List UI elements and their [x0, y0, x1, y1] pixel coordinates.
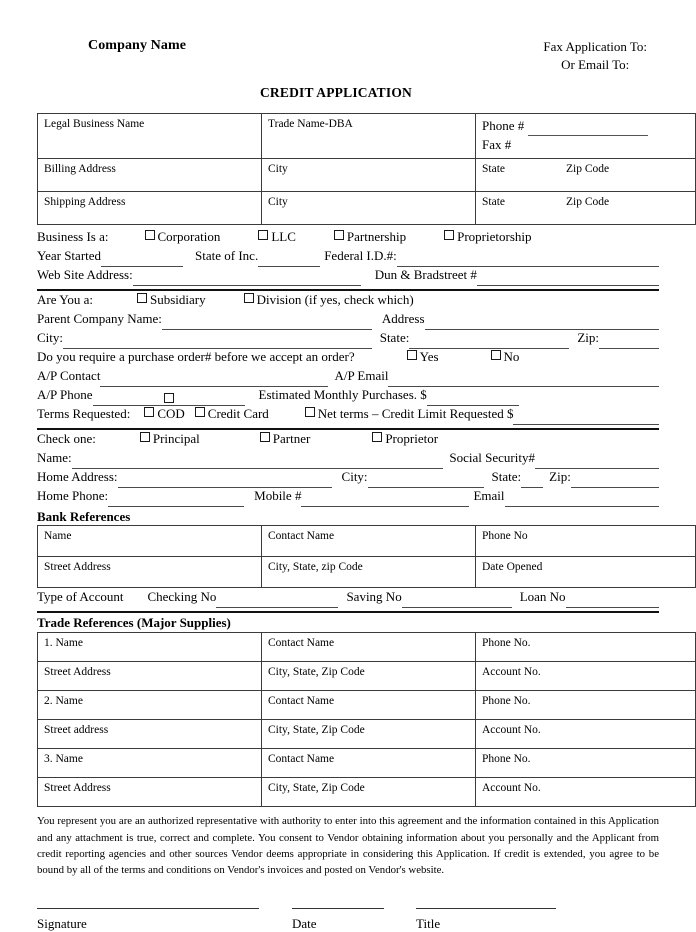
checkbox-proprietor-label: Proprietor [385, 430, 439, 446]
checkbox-icon[interactable] [305, 407, 315, 417]
ap-contact-input[interactable] [100, 373, 328, 387]
table-row [38, 691, 696, 720]
checkbox-terms-net[interactable] [305, 407, 514, 421]
home-city-label: City: [341, 468, 368, 484]
dun-bradstreet-label: Dun & Bradstreet # [374, 266, 477, 282]
trade-street-address-cell[interactable]: Street Address [38, 778, 262, 807]
checkbox-partnership-label: Partnership [346, 228, 407, 244]
ap-phone-label: A/P Phone [37, 386, 93, 402]
parent-address-label: Address [381, 310, 425, 326]
checkbox-icon[interactable] [334, 230, 344, 240]
checkbox-icon[interactable] [144, 407, 154, 417]
principal-name-label: Name: [37, 449, 72, 465]
parent-address-input[interactable] [425, 316, 659, 330]
are-you-a-label: Are You a: [37, 291, 93, 307]
home-address-input[interactable] [118, 474, 332, 488]
checkbox-proprietor[interactable] [372, 432, 438, 446]
trade-name-cell[interactable]: 1. Name [38, 633, 262, 662]
checkbox-icon[interactable] [258, 230, 268, 240]
table-row [38, 633, 696, 662]
billing-city-cell[interactable]: City [262, 158, 476, 191]
parent-zip-label: Zip: [577, 329, 599, 345]
checkbox-icon[interactable] [260, 432, 270, 442]
ap-contact-label: A/P Contact [37, 367, 101, 383]
checkbox-icon[interactable] [137, 293, 147, 303]
trade-city-state-zip-cell[interactable]: City, State, Zip Code [262, 662, 476, 691]
company-name: Company Name [88, 38, 187, 53]
checkbox-po-no[interactable] [491, 350, 520, 364]
checkbox-corporation-label: Corporation [157, 228, 221, 244]
affiliation-section [37, 293, 659, 426]
estimated-monthly-purchases-input[interactable] [427, 392, 519, 406]
signature-block [37, 907, 659, 932]
social-security-input[interactable] [535, 455, 659, 469]
checkbox-terms-net-label: Net terms – Credit Limit Requested $ [317, 405, 514, 421]
bank-references-heading: Bank References [37, 508, 131, 524]
bank-references-table [37, 525, 696, 588]
bank-name-cell[interactable]: Name [38, 525, 262, 556]
mobile-label: Mobile # [254, 487, 302, 503]
purchase-order-row [37, 350, 659, 369]
checkbox-llc[interactable] [258, 230, 296, 244]
checkbox-division-label: Division (if yes, check which) [256, 291, 414, 307]
credit-limit-requested-input[interactable] [513, 411, 659, 425]
shipping-state-label: State [482, 195, 505, 208]
checkbox-corporation[interactable] [145, 230, 221, 244]
principal-name-input[interactable] [72, 455, 444, 469]
home-state-label: State: [491, 468, 522, 484]
state-of-inc-label: State of Inc. [195, 247, 259, 263]
checkbox-proprietorship-label: Proprietorship [457, 228, 532, 244]
billing-state-zip-cell[interactable] [476, 158, 696, 191]
saving-no-input[interactable] [402, 594, 512, 608]
terms-requested-row [37, 407, 659, 426]
home-city-input[interactable] [368, 474, 484, 488]
mobile-input[interactable] [301, 493, 469, 507]
checkbox-icon[interactable] [164, 393, 174, 403]
ap-phone-input[interactable] [93, 392, 245, 406]
table-row [38, 720, 696, 749]
trade-account-no-cell[interactable]: Account No. [476, 662, 696, 691]
web-site-address-input[interactable] [133, 272, 361, 286]
ap-phone-row [37, 388, 659, 407]
dun-bradstreet-input[interactable] [477, 272, 659, 286]
business-identity-table [37, 113, 696, 225]
are-you-a-row [37, 293, 659, 312]
parent-company-name-input[interactable] [162, 316, 372, 330]
table-row [38, 191, 696, 224]
checkbox-terms-credit-card-label: Credit Card [207, 405, 269, 421]
type-of-account-row [37, 590, 659, 609]
trade-phone-no-cell[interactable]: Phone No. [476, 749, 696, 778]
parent-company-row [37, 312, 659, 331]
checkbox-icon[interactable] [145, 230, 155, 240]
home-phone-row [37, 489, 659, 508]
table-row [38, 525, 696, 556]
terms-requested-label: Terms Requested: [37, 405, 131, 421]
business-type-row [37, 230, 659, 249]
parent-state-label: State: [379, 329, 410, 345]
bank-street-address-cell[interactable]: Street Address [38, 556, 262, 587]
home-phone-input[interactable] [108, 493, 244, 507]
phone-label: Phone # [482, 117, 525, 133]
trade-name-cell[interactable]: 3. Name [38, 749, 262, 778]
loan-no-input[interactable] [566, 594, 659, 608]
section-divider [37, 428, 659, 430]
checkbox-terms-credit-card[interactable] [195, 407, 269, 421]
legal-disclaimer-text: You represent you are an authorized representative with authority to enter into this agreement and the information contained in this Application and any attachment is true, correct and complete. You consent to Vendor obtaining information about you personally and the Applicant from credit reporting agencies and other sources Vendor deems appropriate in considering this Application. If credit is extended, you agree to be bound by all of the terms and conditions on Vendor's invoices and posted on Vendor's website. [37, 815, 659, 877]
checkbox-icon[interactable] [244, 293, 254, 303]
title-field[interactable] [416, 907, 556, 932]
fax-application-label: Fax Application To: [543, 39, 647, 54]
trade-contact-name-cell[interactable]: Contact Name [262, 749, 476, 778]
shipping-city-cell[interactable]: City [262, 191, 476, 224]
home-phone-label: Home Phone: [37, 487, 109, 503]
checking-no-label: Checking No [147, 588, 217, 604]
phone-fax-cell[interactable] [476, 113, 696, 158]
parent-city-label: City: [37, 329, 64, 345]
saving-no-label: Saving No [346, 588, 402, 604]
billing-state-label: State [482, 162, 505, 175]
bank-date-opened-cell[interactable]: Date Opened [476, 556, 696, 587]
checkbox-partner-label: Partner [272, 430, 311, 446]
bank-city-state-zip-cell[interactable]: City, State, zip Code [262, 556, 476, 587]
spacer [384, 907, 416, 932]
document-header [37, 0, 659, 75]
checkbox-division[interactable] [244, 293, 414, 307]
fax-contact-block [543, 38, 659, 75]
year-started-label: Year Started [37, 247, 102, 263]
trade-city-state-zip-cell[interactable]: City, State, Zip Code [262, 778, 476, 807]
checkbox-terms-cod-label: COD [157, 405, 185, 421]
table-row [38, 778, 696, 807]
parent-city-input[interactable] [63, 335, 372, 349]
bank-phone-no-cell[interactable]: Phone No [476, 525, 696, 556]
social-security-label: Social Security# [449, 449, 535, 465]
signature-field[interactable] [37, 907, 259, 932]
checkbox-icon[interactable] [407, 350, 417, 360]
legal-business-name-cell[interactable]: Legal Business Name [38, 113, 262, 158]
billing-zip-label: Zip Code [566, 162, 610, 175]
table-row [38, 662, 696, 691]
home-address-label: Home Address: [37, 468, 118, 484]
home-zip-label: Zip: [549, 468, 571, 484]
state-of-inc-input[interactable] [258, 253, 320, 267]
parent-state-input[interactable] [409, 335, 569, 349]
shipping-state-zip-cell[interactable] [476, 191, 696, 224]
shipping-zip-label: Zip Code [566, 195, 610, 208]
parent-city-row [37, 331, 659, 350]
parent-zip-input[interactable] [599, 335, 659, 349]
principal-section [37, 432, 659, 508]
trade-account-no-cell[interactable]: Account No. [476, 778, 696, 807]
shipping-address-cell[interactable]: Shipping Address [38, 191, 262, 224]
checkbox-icon[interactable] [195, 407, 205, 417]
checkbox-icon[interactable] [372, 432, 382, 442]
trade-name-cell[interactable]: 2. Name [38, 691, 262, 720]
checkbox-po-no-label: No [503, 348, 520, 364]
section-divider [37, 289, 659, 291]
checkbox-icon[interactable] [444, 230, 454, 240]
principal-name-row [37, 451, 659, 470]
checkbox-partner[interactable] [260, 432, 311, 446]
checkbox-partnership[interactable] [334, 230, 406, 244]
page-title: CREDIT APPLICATION [259, 84, 412, 100]
phone-input-rule[interactable] [528, 123, 648, 136]
trade-contact-name-cell[interactable]: Contact Name [262, 633, 476, 662]
section-divider [37, 611, 659, 613]
checkbox-principal[interactable] [140, 432, 200, 446]
ap-contact-row [37, 369, 659, 388]
checkbox-proprietorship[interactable] [444, 230, 531, 244]
type-of-account-label: Type of Account [37, 588, 124, 604]
billing-address-cell[interactable]: Billing Address [38, 158, 262, 191]
page-content [37, 0, 659, 932]
check-one-label: Check one: [37, 430, 96, 446]
year-started-row [37, 249, 659, 268]
table-row [38, 158, 696, 191]
trade-references-heading: Trade References (Major Supplies) [37, 614, 231, 630]
date-field[interactable] [292, 907, 384, 932]
trade-street-address-cell[interactable]: Street Address [38, 662, 262, 691]
purchase-order-question: Do you require a purchase order# before we accept an order? [37, 348, 355, 364]
trade-references-table [37, 632, 696, 807]
table-row [38, 556, 696, 587]
account-type-section [37, 590, 659, 609]
loan-no-label: Loan No [519, 588, 566, 604]
federal-id-input[interactable] [397, 253, 659, 267]
trade-account-no-cell[interactable]: Account No. [476, 720, 696, 749]
table-row [38, 749, 696, 778]
signature-label: Signature [37, 915, 87, 931]
checkbox-icon[interactable] [140, 432, 150, 442]
parent-company-name-label: Parent Company Name: [37, 310, 162, 326]
phone-field-row[interactable] [482, 117, 690, 136]
checkbox-subsidiary-label: Subsidiary [149, 291, 206, 307]
ap-email-label: A/P Email [334, 367, 389, 383]
home-zip-input[interactable] [571, 474, 659, 488]
home-address-row [37, 470, 659, 489]
checkbox-llc-label: LLC [271, 228, 296, 244]
trade-phone-no-cell[interactable]: Phone No. [476, 691, 696, 720]
trade-contact-name-cell[interactable]: Contact Name [262, 691, 476, 720]
year-started-input[interactable] [101, 253, 183, 267]
federal-id-label: Federal I.D.#: [324, 247, 397, 263]
checkbox-subsidiary[interactable] [137, 293, 206, 307]
fax-label: Fax # [482, 136, 512, 152]
spacer [259, 907, 292, 932]
checkbox-principal-label: Principal [152, 430, 200, 446]
title-label: Title [416, 915, 441, 931]
or-email-label: Or Email To: [561, 57, 630, 73]
email-label: Email [473, 487, 505, 503]
checkbox-po-yes[interactable] [407, 350, 439, 364]
checkbox-po-yes-label: Yes [419, 348, 439, 364]
estimated-monthly-purchases-label: Estimated Monthly Purchases. $ [258, 386, 427, 402]
date-label: Date [292, 915, 317, 931]
check-one-row [37, 432, 659, 451]
checkbox-icon[interactable] [491, 350, 501, 360]
web-site-address-label: Web Site Address: [37, 266, 133, 282]
checkbox-terms-cod[interactable] [144, 407, 184, 421]
email-input[interactable] [505, 493, 660, 507]
table-row [38, 113, 696, 158]
trade-name-dba-cell[interactable]: Trade Name-DBA [262, 113, 476, 158]
checking-no-input[interactable] [216, 594, 338, 608]
home-state-input[interactable] [521, 474, 543, 488]
bank-contact-name-cell[interactable]: Contact Name [262, 525, 476, 556]
trade-phone-no-cell[interactable]: Phone No. [476, 633, 696, 662]
ap-email-input[interactable] [388, 373, 659, 387]
business-type-section [37, 230, 659, 287]
business-is-a-label: Business Is a: [37, 228, 109, 244]
trade-street-address-cell[interactable]: Street address [38, 720, 262, 749]
web-site-row [37, 268, 659, 287]
trade-city-state-zip-cell[interactable]: City, State, Zip Code [262, 720, 476, 749]
